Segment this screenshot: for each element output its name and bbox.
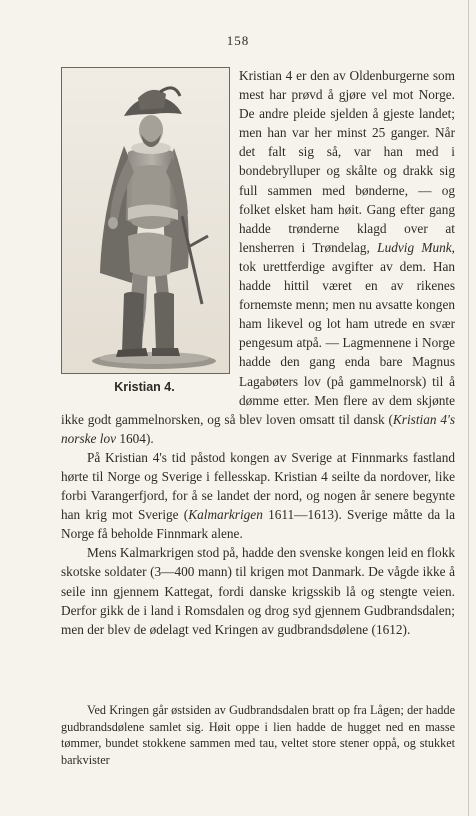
text-span: På Kristian 4's tid påstod kongen av Sverige at Finnmarks fastland hørte til Norge og Sverige i fellesskap. Kristian 4 seilte da nordover, like forbi Varangerfjord, for å se landet der nord, og nogen år senere begynte han krig mot Sverige ( — [61, 449, 455, 523]
text-span: , tok urettferdige avgifter av dem. Han hadde hittil været en av rikenes fornemste menn; men nu avsatte kongen ham likevel og lot ham utrede en svær pengesum atpå. — Lagmennene i Norge hadde den gang enda bare Magnus Lagabøters lov (på gammelnorsk) til å dømme etter. Men flere av dem skjønte ikke godt gammelnorsken, og så blev loven omsatt til dansk ( — [61, 239, 455, 427]
text-span: 1611—1613). Sverige måtte da la Norge få beholde Finnmark alene. — [61, 507, 455, 542]
text-span: Kristian 4 er den av Oldenburgerne som mest har prøvd å gjøre vel mot Norge. De andre pleide sjelden å gjeste landet; men han var her minst 25 ganger. Når det falt sig så, var han med i bondebrylluper og skålte og drakk sig full sammen med bønderne, — og folket elsket ham høit. Gang efter gang hadde trønderne klagd over at lensherren i Trøndelag, — [239, 68, 455, 255]
paragraph-finnmark — [61, 448, 455, 543]
emphasis-ludvig-munk: Ludvig Munk — [377, 239, 452, 255]
figure-caption: Kristian 4. — [114, 380, 175, 394]
page-edge-line — [468, 0, 469, 816]
emphasis-norske-lov: Kristian 4's norske lov — [61, 411, 456, 446]
paragraph-kringen: Mens Kalmarkrigen stod på, hadde den svenske kongen leid en flokk skotske soldater (3—400 mann) til krigen mot Danmark. De vågde ikke å seile inn gjennem Kattegat, fordi danske krigsskib lå og stengte veien. Derfor gikk de i land i Romsdalen og drog syd gjennem Gudbrandsdalen; men der blev de ødelagt ved Kringen av gudbrandsdølene (1612). — [61, 545, 455, 637]
main-text — [61, 66, 455, 639]
page-number: 158 — [226, 33, 250, 48]
text-span: 1604). — [116, 430, 154, 446]
figure-spacer — [61, 66, 239, 393]
note-paragraph: Ved Kringen går østsiden av Gudbrandsdalen bratt op fra Lågen; der hadde gudbrandsdølene samlet sig. Høit oppe i lien hadde de hugget ned en masse tømmer, bundet stokkene sammen med tau, veltet store stener oppå, og stukket barkvister — [61, 703, 455, 767]
emphasis-kalmarkrigen: Kalmarkrigen — [188, 507, 263, 523]
